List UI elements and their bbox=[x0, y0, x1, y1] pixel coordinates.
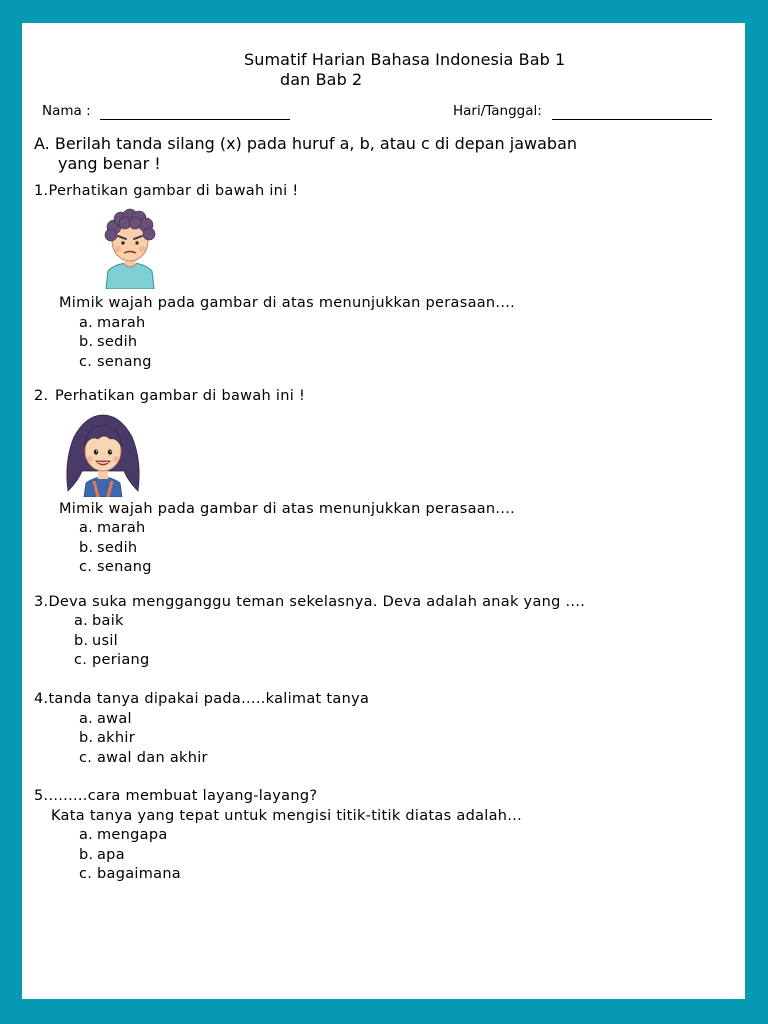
question-5-prompt: Kata tanya yang tepat untuk mengisi titik-titik diatas adalah... bbox=[51, 808, 522, 824]
option-text: baik bbox=[92, 613, 124, 629]
option-text: akhir bbox=[97, 730, 135, 746]
happy-girl-picture bbox=[58, 411, 148, 497]
question-2-prompt: Mimik wajah pada gambar di atas menunjukkan perasaan.... bbox=[59, 501, 516, 517]
name-label: Nama : bbox=[42, 103, 91, 119]
question-text: Perhatikan gambar di bawah ini ! bbox=[48, 183, 299, 199]
option-letter: c. bbox=[79, 750, 93, 766]
question-text: tanda tanya dipakai pada.....kalimat tanya bbox=[48, 691, 370, 707]
question-text: Deva suka mengganggu teman sekelasnya. Deva adalah anak yang .... bbox=[48, 594, 586, 610]
option-text: marah bbox=[97, 520, 146, 536]
question-text: Perhatikan gambar di bawah ini ! bbox=[55, 388, 306, 404]
angry-boy-picture bbox=[96, 205, 164, 289]
instruction-line-1: A. Berilah tanda silang (x) pada huruf a, b, atau c di depan jawaban bbox=[34, 134, 578, 153]
question-1-option-b[interactable] bbox=[79, 334, 137, 350]
option-text: awal bbox=[97, 711, 132, 727]
question-5 bbox=[34, 788, 317, 804]
question-text: ........cara membuat layang-layang? bbox=[48, 788, 318, 804]
option-text: sedih bbox=[97, 540, 138, 556]
question-number: 2. bbox=[34, 388, 49, 404]
question-2 bbox=[34, 388, 305, 404]
question-3-option-a[interactable] bbox=[74, 613, 124, 629]
instruction-line-2: yang benar ! bbox=[58, 154, 161, 173]
question-number: 3. bbox=[34, 594, 49, 610]
question-1 bbox=[34, 183, 299, 199]
question-1-prompt: Mimik wajah pada gambar di atas menunjukkan perasaan.... bbox=[59, 295, 516, 311]
option-letter: a. bbox=[79, 827, 94, 843]
question-3-option-b[interactable] bbox=[74, 633, 118, 649]
worksheet-page bbox=[22, 23, 745, 999]
option-letter: a. bbox=[79, 520, 94, 536]
question-4-option-b[interactable] bbox=[79, 730, 135, 746]
name-blank-line[interactable] bbox=[100, 119, 290, 120]
question-2-option-a[interactable] bbox=[79, 520, 146, 536]
option-text: apa bbox=[97, 847, 125, 863]
question-2-option-b[interactable] bbox=[79, 540, 137, 556]
option-letter: c. bbox=[79, 354, 93, 370]
title-line-1: Sumatif Harian Bahasa Indonesia Bab 1 bbox=[244, 50, 566, 69]
option-letter: b. bbox=[79, 730, 94, 746]
option-letter: b. bbox=[79, 334, 94, 350]
question-4-option-a[interactable] bbox=[79, 711, 132, 727]
option-text: marah bbox=[97, 315, 146, 331]
question-3-option-c[interactable] bbox=[74, 652, 150, 668]
option-text: sedih bbox=[97, 334, 138, 350]
option-letter: c. bbox=[79, 559, 93, 575]
question-1-option-a[interactable] bbox=[79, 315, 146, 331]
option-text: senang bbox=[97, 559, 152, 575]
option-text: periang bbox=[92, 652, 150, 668]
question-5-option-b[interactable] bbox=[79, 847, 125, 863]
option-letter: b. bbox=[79, 540, 94, 556]
question-3 bbox=[34, 594, 585, 610]
option-letter: a. bbox=[74, 613, 89, 629]
question-number: 5. bbox=[34, 788, 49, 804]
question-1-option-c[interactable] bbox=[79, 354, 152, 370]
option-text: usil bbox=[92, 633, 119, 649]
question-4-option-c[interactable] bbox=[79, 750, 208, 766]
option-letter: c. bbox=[79, 866, 93, 882]
option-text: mengapa bbox=[97, 827, 168, 843]
option-letter: a. bbox=[79, 315, 94, 331]
question-2-option-c[interactable] bbox=[79, 559, 152, 575]
question-number: 1. bbox=[34, 183, 49, 199]
question-5-option-a[interactable] bbox=[79, 827, 168, 843]
option-text: awal dan akhir bbox=[97, 750, 208, 766]
question-number: 4. bbox=[34, 691, 49, 707]
question-5-option-c[interactable] bbox=[79, 866, 181, 882]
option-letter: b. bbox=[79, 847, 94, 863]
date-blank-line[interactable] bbox=[552, 119, 712, 120]
option-text: bagaimana bbox=[97, 866, 181, 882]
question-4 bbox=[34, 691, 369, 707]
option-text: senang bbox=[97, 354, 152, 370]
option-letter: b. bbox=[74, 633, 89, 649]
option-letter: a. bbox=[79, 711, 94, 727]
title-line-2: dan Bab 2 bbox=[280, 70, 363, 89]
option-letter: c. bbox=[74, 652, 88, 668]
date-label: Hari/Tanggal: bbox=[453, 103, 542, 119]
